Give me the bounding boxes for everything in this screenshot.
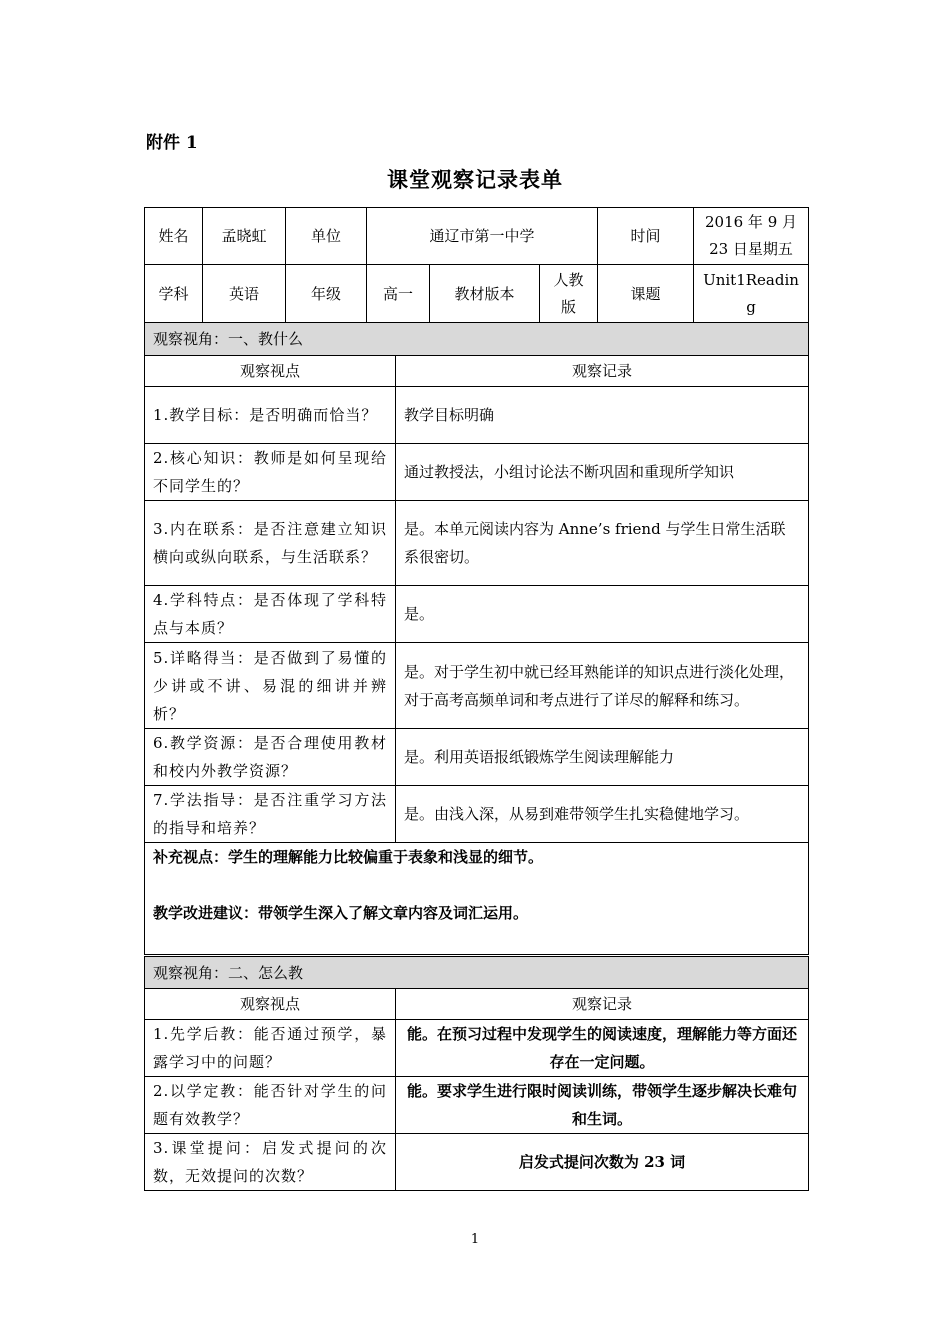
info-table	[144, 207, 809, 323]
grade-value: 高一	[367, 265, 430, 323]
supplement-text: 补充视点：学生的理解能力比较偏重于表象和浅显的细节。	[153, 848, 544, 866]
topic-label: 课题	[598, 265, 694, 323]
textbook-value	[540, 265, 598, 323]
page-title: 课堂观察记录表单	[387, 167, 563, 192]
observation-point: 1.教学目标：是否明确而恰当？	[145, 387, 396, 444]
observation-record: 是。本单元阅读内容为 Anne’s friend 与学生日常生活联系很密切。	[396, 501, 809, 586]
section1-heading: 观察视角：一、教什么	[145, 323, 809, 356]
name-value: 孟晓虹	[203, 208, 286, 265]
observation-record: 是。	[396, 586, 809, 643]
section2-table	[144, 956, 809, 1191]
section2-col-point: 观察视点	[145, 989, 396, 1020]
section2-heading: 观察视角：二、怎么教	[145, 957, 809, 989]
table-row	[145, 1134, 809, 1191]
observation-point: 3.课堂提问：启发式提问的次数，无效提问的次数？	[145, 1134, 396, 1191]
page-number: 1	[470, 1232, 480, 1247]
table-row	[145, 1077, 809, 1134]
supplement-block	[145, 843, 809, 955]
table-row	[145, 444, 809, 501]
table-row	[145, 729, 809, 786]
time-value	[694, 208, 809, 265]
observation-point: 4.学科特点：是否体现了学科特点与本质？	[145, 586, 396, 643]
observation-point: 7.学法指导：是否注重学习方法的指导和培养？	[145, 786, 396, 843]
section2-col-record: 观察记录	[396, 989, 809, 1020]
topic-value	[694, 265, 809, 323]
table-row	[145, 387, 809, 444]
observation-record: 通过教授法，小组讨论法不断巩固和重现所学知识	[396, 444, 809, 501]
observation-point: 2.核心知识：教师是如何呈现给不同学生的？	[145, 444, 396, 501]
observation-record: 启发式提问次数为 23 词	[396, 1134, 809, 1191]
textbook-label: 教材版本	[430, 265, 540, 323]
subject-value: 英语	[203, 265, 286, 323]
observation-record: 是。利用英语报纸锻炼学生阅读理解能力	[396, 729, 809, 786]
table-row	[145, 586, 809, 643]
observation-record: 是。由浅入深，从易到难带领学生扎实稳健地学习。	[396, 786, 809, 843]
observation-record: 能。要求学生进行限时阅读训练，带领学生逐步解决长难句和生词。	[396, 1077, 809, 1134]
suggestion-text: 教学改进建议：带领学生深入了解文章内容及词汇运用。	[153, 904, 529, 922]
table-row	[145, 643, 809, 729]
observation-point: 2.以学定教：能否针对学生的问题有效教学？	[145, 1077, 396, 1134]
grade-label: 年级	[286, 265, 367, 323]
section1-col-record: 观察记录	[396, 356, 809, 387]
observation-record: 教学目标明确	[396, 387, 809, 444]
time-label: 时间	[598, 208, 694, 265]
subject-label: 学科	[145, 265, 203, 323]
name-label: 姓名	[145, 208, 203, 265]
time-line1: 2016 年 9 月	[704, 213, 798, 231]
observation-point: 5.详略得当：是否做到了易懂的少讲或不讲、易混的细讲并辨析？	[145, 643, 396, 729]
topic-line1: Unit1Readin	[703, 270, 799, 289]
observation-point: 6.教学资源：是否合理使用教材和校内外教学资源？	[145, 729, 396, 786]
attachment-label: 附件 1	[146, 133, 198, 153]
unit-label: 单位	[286, 208, 367, 265]
table-row	[145, 1020, 809, 1077]
topic-line2: g	[746, 297, 756, 316]
observation-record: 能。在预习过程中发现学生的阅读速度，理解能力等方面还存在一定问题。	[396, 1020, 809, 1077]
observation-record: 是。对于学生初中就已经耳熟能详的知识点进行淡化处理，对于高考高频单词和考点进行了详尽的解释和练习。	[396, 643, 809, 729]
table-row	[145, 786, 809, 843]
observation-point: 1.先学后教：能否通过预学，暴露学习中的问题？	[145, 1020, 396, 1077]
time-line2: 23 日星期五	[709, 240, 793, 258]
section1-table	[144, 322, 809, 955]
textbook-line1: 人教	[553, 270, 584, 289]
unit-value: 通辽市第一中学	[367, 208, 598, 265]
table-row	[145, 501, 809, 586]
section1-col-point: 观察视点	[145, 356, 396, 387]
textbook-line2: 版	[560, 297, 576, 316]
observation-point: 3.内在联系：是否注意建立知识横向或纵向联系，与生活联系？	[145, 501, 396, 586]
